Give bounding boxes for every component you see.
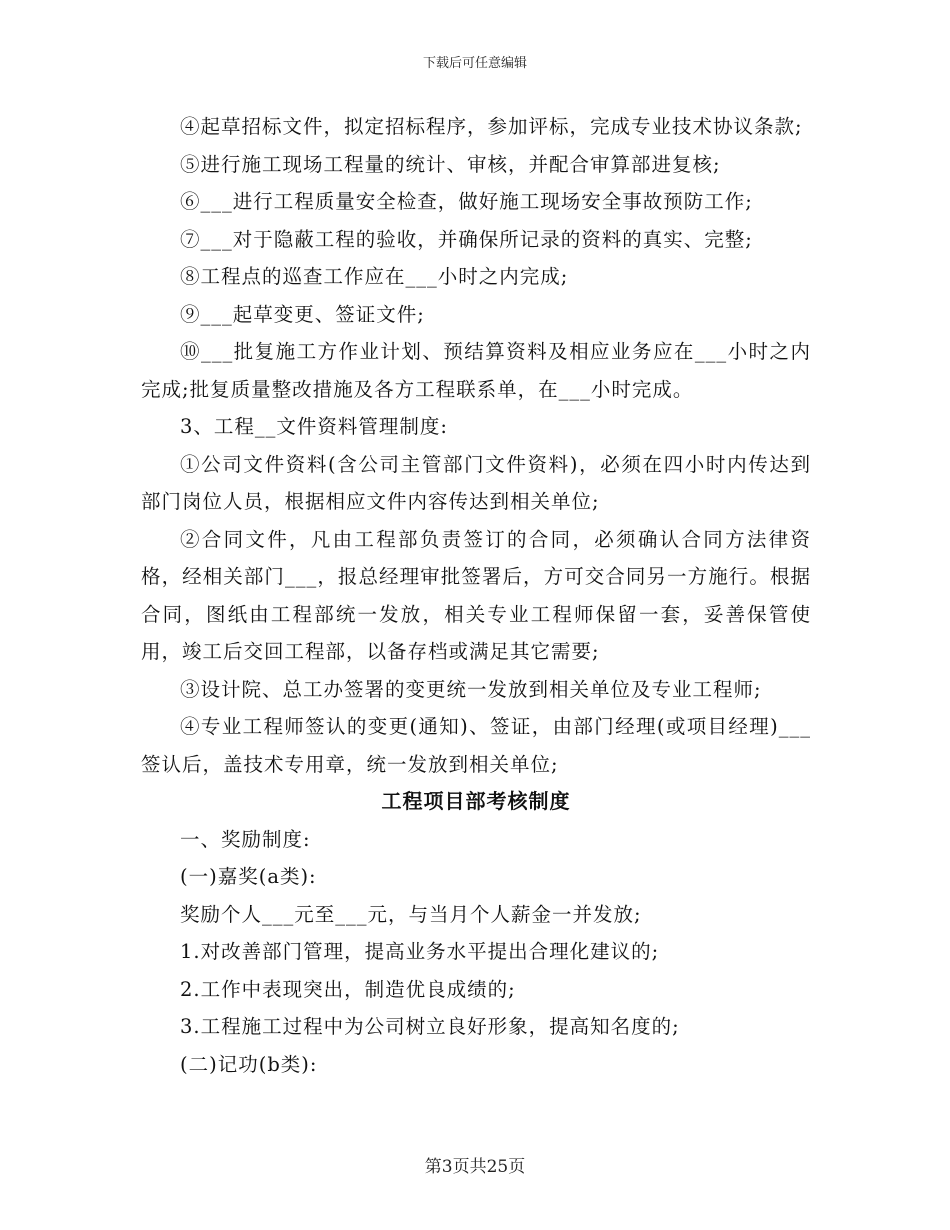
list-line: (二)记功(b类): — [180, 1052, 318, 1076]
paragraph: ④专业工程师签认的变更(通知)、签证，由部门经理(或项目经理)___签认后，盖技术专用章，统一发放到相关单位; — [141, 715, 811, 776]
document-body — [141, 108, 811, 1083]
paragraph: 3、工程__文件资料管理制度: — [180, 415, 448, 438]
paragraph: ⑩___批复施工方作业计划、预结算资料及相应业务应在___小时之内完成;批复质量整改措施及各方工程联系单，在___小时完成。 — [141, 340, 811, 401]
section-title: 工程项目部考核制度 — [381, 789, 571, 813]
list-line: 奖励个人___元至___元，与当月个人薪金一并发放; — [180, 902, 642, 926]
paragraph: ⑦___对于隐蔽工程的验收，并确保所记录的资料的真实、完整; — [180, 227, 753, 251]
paragraph: ⑤进行施工现场工程量的统计、审核，并配合审算部进复核; — [180, 152, 721, 176]
paragraph: ⑧工程点的巡查工作应在___小时之内完成; — [180, 265, 569, 288]
paragraph: ⑨___起草变更、签证文件; — [180, 302, 425, 326]
paragraph: ④起草招标文件，拟定招标程序，参加评标，完成专业技术协议条款; — [180, 115, 803, 138]
paragraph: ⑥___进行工程质量安全检查，做好施工现场安全事故预防工作; — [180, 190, 753, 213]
paragraph: ①公司文件资料(含公司主管部门文件资料)，必须在四小时内传达到部门岗位人员，根据相应文件内容传达到相关单位; — [141, 452, 811, 513]
list-line: (一)嘉奖(a类): — [180, 865, 317, 888]
page-header: 下载后可任意编辑 — [422, 56, 527, 71]
list-line: 2.工作中表现突出，制造优良成绩的; — [180, 977, 516, 1001]
page-footer: 第3页共25页 — [424, 1157, 526, 1177]
paragraph: ③设计院、总工办签署的变更统一发放到相关单位及专业工程师; — [180, 677, 762, 701]
paragraph: ②合同文件，凡由工程部负责签订的合同，必须确认合同方法律资格，经相关部门___，报总经理审批签署后，方可交合同另一方施行。根据合同，图纸由工程部统一发放，相关专业工程师保留一套，妥善保管使用，竣工后交回工程部，以备存档或满足其它需要; — [141, 527, 811, 663]
list-line: 1.对改善部门管理，提高业务水平提出合理化建议的; — [180, 940, 660, 963]
list-line: 一、奖励制度: — [180, 827, 311, 851]
list-line: 3.工程施工过程中为公司树立良好形象，提高知名度的; — [180, 1015, 680, 1038]
